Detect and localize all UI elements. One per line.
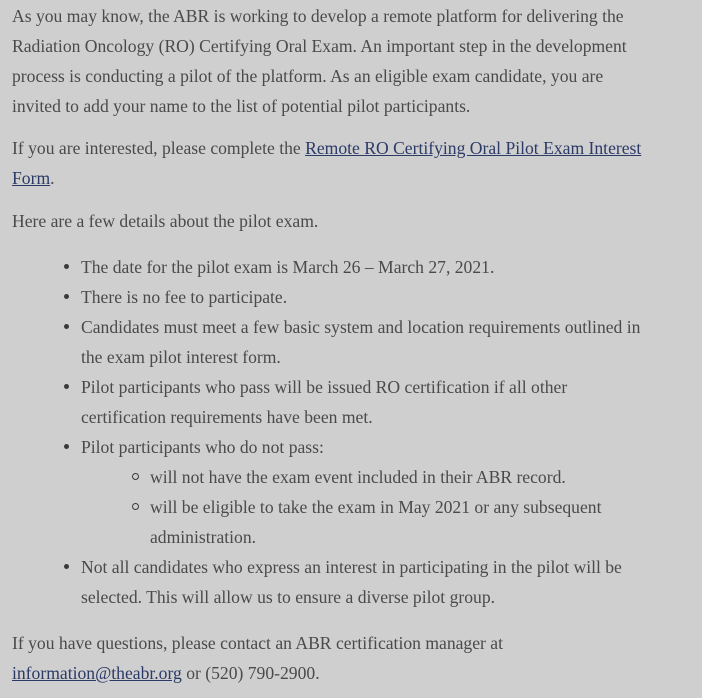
detail-text: Pilot participants who pass will be issued RO certification if all other certification requirements have been met.	[81, 377, 568, 427]
detail-item-requirements	[81, 312, 652, 372]
detail-text: Not all candidates who express an interest in participating in the pilot will be selected. This will allow us to ensure a diverse pilot group.	[81, 557, 622, 607]
detail-item-pass	[81, 372, 652, 432]
not-pass-text: will not have the exam event included in their ABR record.	[150, 467, 566, 487]
interest-paragraph	[12, 133, 652, 193]
intro-paragraph: As you may know, the ABR is working to develop a remote platform for delivering the Radiation Oncology (RO) Certifying Oral Exam. An important step in the development process is conducting a pilot of the platform. As an eligible exam candidate, you are invited to add your name to the list of potential pilot participants.	[12, 6, 627, 116]
detail-text: There is no fee to participate.	[81, 287, 288, 307]
not-pass-item	[150, 462, 652, 492]
interest-suffix: .	[50, 168, 55, 188]
detail-text: Candidates must meet a few basic system and location requirements outlined in the exam pilot interest form.	[81, 317, 641, 367]
details-heading: Here are a few details about the pilot exam.	[12, 211, 319, 231]
interest-form-link[interactable]: Remote RO Certifying Oral Pilot Exam Interest Form	[12, 138, 642, 188]
detail-item-selection	[81, 552, 652, 612]
detail-text: Pilot participants who do not pass:	[81, 437, 324, 457]
contact-paragraph	[12, 628, 652, 688]
interest-prefix: If you are interested, please complete the	[12, 138, 306, 158]
detail-item-date	[81, 252, 652, 282]
detail-item-fee	[81, 282, 652, 312]
not-pass-item	[150, 492, 652, 552]
contact-email-link[interactable]: information@theabr.org	[12, 663, 182, 683]
not-pass-text: will be eligible to take the exam in May 2021 or any subsequent administration.	[150, 497, 602, 547]
contact-prefix: If you have questions, please contact an ABR certification manager at	[12, 633, 503, 653]
detail-text: The date for the pilot exam is March 26 – March 27, 2021.	[81, 257, 495, 277]
not-pass-list	[81, 462, 652, 552]
contact-suffix: or (520) 790-2900.	[181, 663, 320, 683]
detail-item-not-pass	[81, 432, 652, 552]
details-list	[12, 252, 652, 612]
